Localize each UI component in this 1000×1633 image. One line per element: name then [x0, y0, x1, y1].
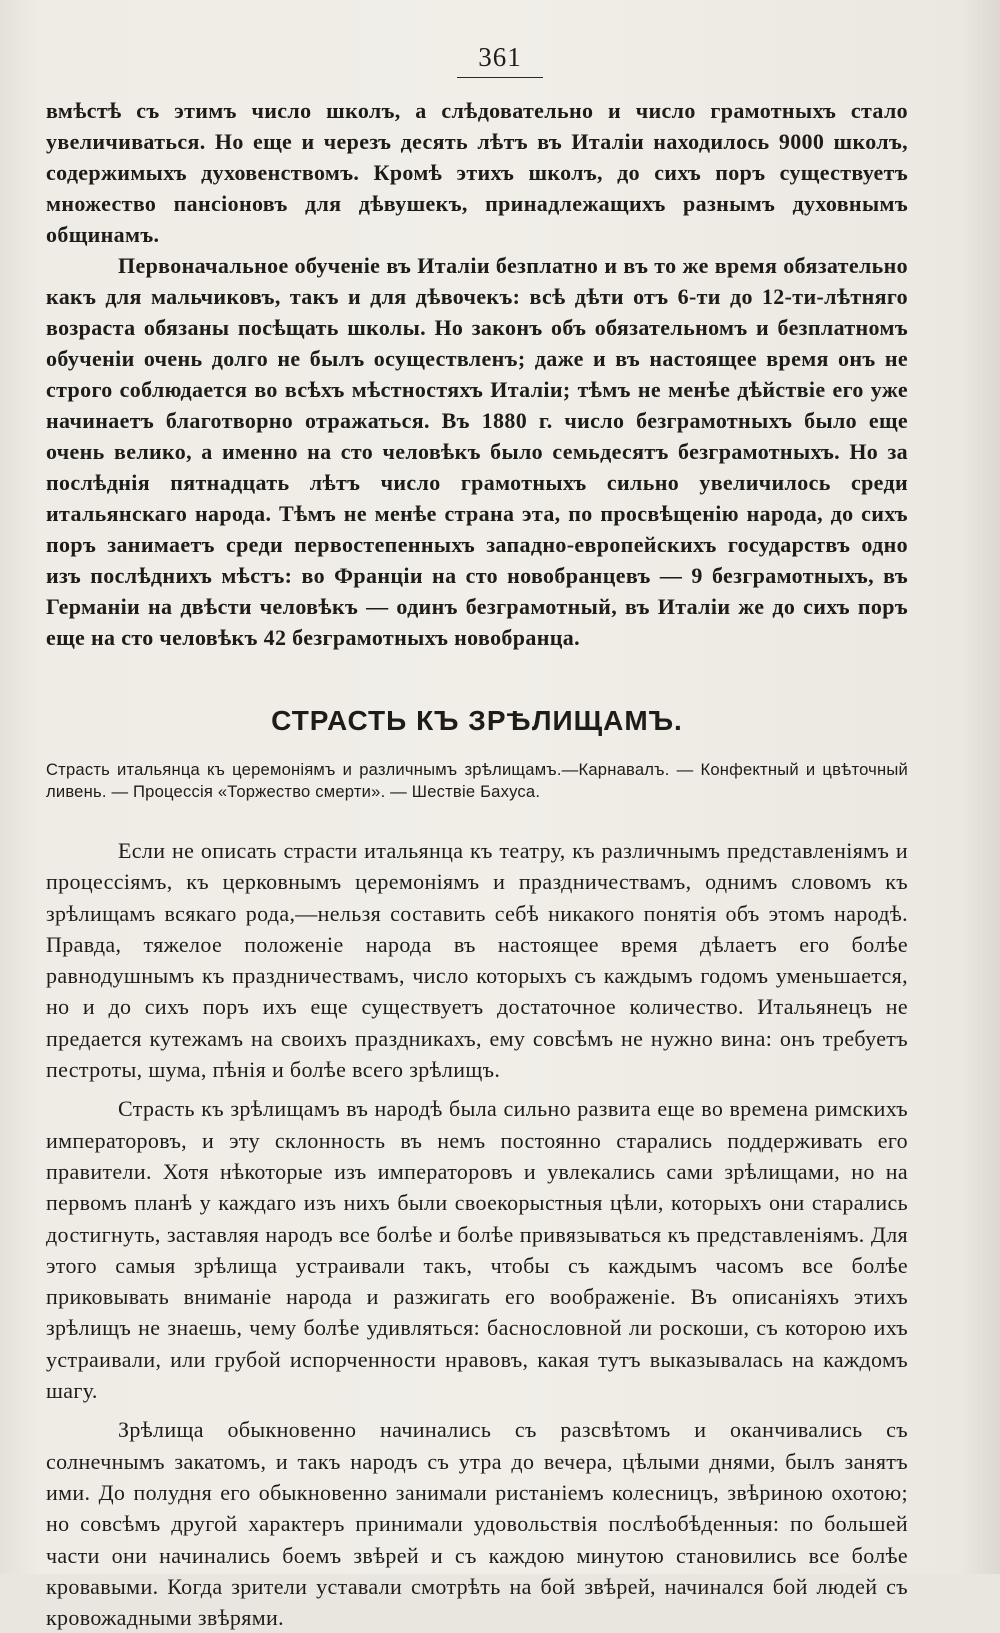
paragraph: Первоначальное обученіе въ Италіи безплатно и въ то же время обязательно какъ для мальчиковъ, такъ и для дѣвочекъ: всѣ дѣти отъ 6-ти до 12-ти-лѣтняго возраста обязаны посѣщать школы. Но законъ объ обязательномъ и безплатномъ обученіи очень долго не былъ осуществленъ; даже и въ настоящее время онъ не строго соблюдается во всѣхъ мѣстностяхъ Италіи; тѣмъ не менѣе дѣйствіе его уже начинаетъ благотворно отражаться. Въ 1880 г. число безграмотныхъ было еще очень велико, а именно на сто человѣкъ было семьдесятъ безграмотныхъ. Но за послѣднія пятнадцать лѣтъ число грамотныхъ сильно увеличилось среди итальянскаго народа. Тѣмъ не менѣе страна эта, по просвѣщенію народа, до сихъ поръ занимаетъ среди первостепенныхъ западно-европейскихъ государствъ одно изъ послѣднихъ мѣстъ: во Франціи на сто новобранцевъ — 9 безграмотныхъ, въ Германіи на двѣсти человѣкъ — одинъ безграмотный, въ Италіи же до сихъ поръ еще на сто человѣкъ 42 безграмотныхъ новобранца.	[46, 253, 908, 650]
section-text	[46, 835, 908, 1633]
paragraph: Если не описать страсти итальянца къ театру, къ различнымъ представленіямъ и процессіямъ, къ церковнымъ церемоніямъ и праздничествамъ, однимъ словомъ къ зрѣлищамъ всякаго рода,—нельзя составить себѣ никакого понятія объ этомъ народѣ. Правда, тяжелое положеніе народа въ настоящее время дѣлаетъ его болѣе равнодушнымъ къ праздничествамъ, число которыхъ съ каждымъ годомъ уменьшается, но и до сихъ поръ ихъ еще существуетъ достаточное количество. Итальянецъ не предается кутежамъ на своихъ праздникахъ, ему совсѣмъ не нужно вина: онъ требуетъ пестроты, шума, пѣнія и болѣе всего зрѣлищъ.	[46, 838, 908, 1083]
paragraph: вмѣстѣ съ этимъ число школъ, а слѣдовательно и число грамотныхъ стало увеличиваться. Но еще и черезъ десять лѣтъ въ Италіи находилось 9000 школъ, содержимыхъ духовенствомъ. Кромѣ этихъ школъ, до сихъ поръ существуетъ множество пансіоновъ для дѣвушекъ, принадлежащихъ разнымъ духовнымъ общинамъ.	[46, 98, 908, 247]
page-header	[0, 42, 1000, 78]
paragraph: Страсть къ зрѣлищамъ въ народѣ была сильно развита еще во времена римскихъ императоровъ, и эту склонность въ немъ постоянно старались поддерживать его правители. Хотя нѣкоторые изъ императоровъ и увлекались сами зрѣлищами, но на первомъ планѣ у каждаго изъ нихъ были своекорыстныя цѣли, которыхъ они старались достигнуть, заставляя народъ все болѣе и болѣе привязываться къ представленіямъ. Для этого самыя зрѣлища устраивали такъ, чтобы съ каждымъ часомъ все болѣе приковывать вниманіе народа и разжигать его воображеніе. Въ описаніяхъ этихъ зрѣлищъ не знаешь, чему болѣе удивляться: баснословной ли роскоши, съ которою ихъ устраивали, или грубой испорченности нравовъ, какая тутъ выказывалась на каждомъ шагу.	[46, 1096, 908, 1404]
page-number: 361	[478, 42, 522, 72]
page-body	[46, 95, 908, 1633]
section-title: СТРАСТЬ КЪ ЗРѢЛИЩАМЪ.	[271, 705, 683, 736]
paragraph: Зрѣлища обыкновенно начинались съ разсвѣтомъ и оканчивались съ солнечнымъ закатомъ, и такъ народъ съ утра до вечера, цѣлыми днями, былъ занятъ ими. До полудня его обыкновенно занимали ристаніемъ колесницъ, звѣриною охотою; но совсѣмъ другой характеръ принимали удовольствія послѣобѣденныя: по большей части они начинались боемъ звѣрей и съ каждою минутою становились все болѣе кровавыми. Когда зрители уставали смотрѣть на бой звѣрей, начинался бой людей съ кровожадными звѣрями.	[46, 1417, 908, 1631]
continuation-text	[46, 95, 908, 653]
section-summary: Страсть итальянца къ церемоніямъ и различнымъ зрѣлищамъ.—Карнавалъ. — Конфектный и цвѣточный ливень. — Процессія «Торжество смерти». — Шествіе Бахуса.	[46, 760, 908, 801]
header-rule	[457, 77, 543, 78]
